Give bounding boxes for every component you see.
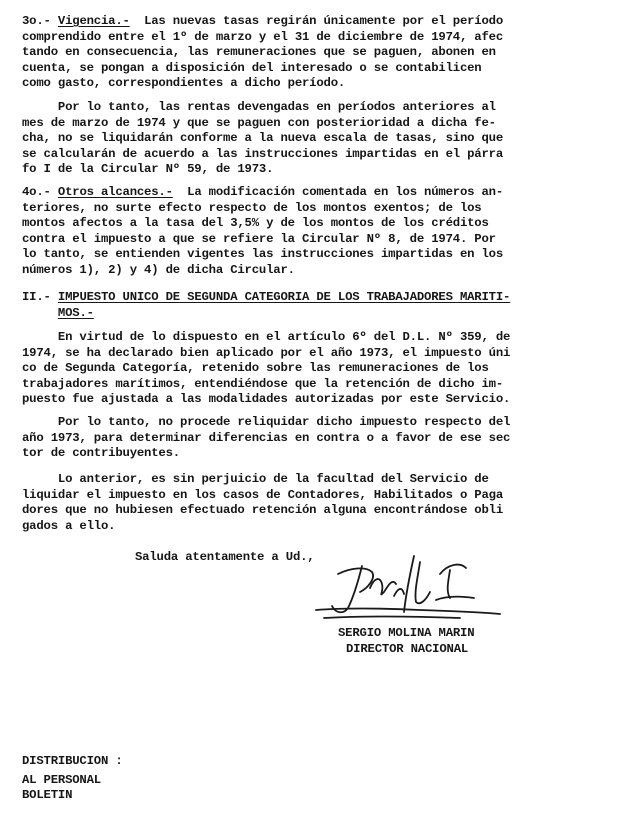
text-line: se calcularán de acuerdo a las instrucciones impartidas en el párra (22, 146, 504, 161)
text-line: gados a ello. (22, 518, 116, 533)
section-number: II.- (22, 290, 51, 304)
section-heading-continued: MOS.- (57, 305, 94, 320)
text-line: mes de marzo de 1974 y que se paguen con posterioridad a dicha fe- (22, 115, 496, 130)
text-line: comprendido entre el 1º de marzo y el 31 de diciembre de 1974, afec (22, 29, 504, 44)
section-heading: Otros alcances.- (57, 185, 173, 199)
text-line: año 1973, para determinar diferencias en contra o a favor de ese sec (22, 430, 511, 445)
signatory-block (338, 626, 474, 657)
section-ii-heading (22, 290, 614, 321)
distribution-heading: DISTRIBUCION : (22, 754, 123, 768)
text-line: Lo anterior, es sin perjuicio de la facultad del Servicio de (22, 472, 489, 486)
text-line: como gasto, correspondientes a dicho período. (22, 76, 346, 91)
signatory-title: DIRECTOR NACIONAL (346, 641, 469, 656)
closing-text: Saluda atentamente a Ud., (135, 550, 315, 564)
section-ii-paragraph-3 (22, 472, 614, 534)
text-line (22, 185, 614, 201)
section-3-vigencia (22, 14, 614, 92)
section-number: 3o.- (22, 14, 51, 28)
text-line: Por lo tanto, las rentas devengadas en períodos anteriores al (22, 100, 496, 114)
signatory-name: SERGIO MOLINA MARIN (338, 626, 475, 640)
text-line: cuenta, se pongan a disposición del interesado o se contabilicen (22, 60, 482, 75)
section-heading: IMPUESTO UNICO DE SEGUNDA CATEGORIA DE LOS TRABAJADORES MARITI- (57, 290, 511, 304)
text-line: liquidar el impuesto en los casos de Contadores, Habilitados o Paga (22, 487, 504, 502)
text-line: montos afectos a la tasa del 3,5% y de los montos de los créditos (22, 216, 489, 231)
text-line: lo tanto, se entienden vigentes las instrucciones impartidas en los (22, 247, 504, 262)
text-line: dores que no hubiesen efectuado retención alguna encontrándose obli (22, 503, 504, 518)
text-line: puesto fue ajustada a las modalidades autorizadas por este Servicio. (22, 392, 511, 407)
text-segment: La modificación comentada en los números an- (187, 185, 504, 199)
distribution-item: BOLETIN (22, 788, 73, 803)
section-ii-paragraph-2 (22, 415, 614, 462)
text-segment: Las nuevas tasas regirán únicamente por el período (144, 14, 504, 28)
text-line (22, 306, 614, 322)
text-line: co de Segunda Categoría, retenido sobre las remuneraciones de los (22, 361, 489, 376)
distribution-block (22, 754, 123, 804)
text-line: tor de contribuyentes. (22, 446, 180, 461)
text-line (22, 14, 614, 30)
text-line: contra el impuesto a que se refiere la Circular Nº 8, de 1974. Por (22, 231, 496, 246)
text-line: números 1), 2) y 4) de dicha Circular. (22, 262, 295, 277)
text-line: Por lo tanto, no procede reliquidar dicho impuesto respecto del (22, 415, 511, 429)
text-line: En virtud de lo dispuesto en el artículo 6º del D.L. Nº 359, de (22, 330, 511, 344)
section-heading: Vigencia.- (57, 14, 130, 28)
distribution-item: AL PERSONAL (22, 772, 101, 787)
section-4-otros-alcances (22, 185, 614, 279)
text-line: tando en consecuencia, las remuneraciones que se paguen, abonen en (22, 45, 496, 60)
handwritten-signature (310, 548, 510, 628)
text-line: trabajadores marítimos, entendiéndose que la retención de dicho im- (22, 376, 504, 391)
section-ii-paragraph-1 (22, 330, 614, 408)
text-line (22, 290, 614, 306)
section-3-paragraph-2 (22, 100, 614, 178)
text-line: teriores, no surte efecto respecto de los montos exentos; de los (22, 200, 482, 215)
text-line: cha, no se liquidarán conforme a la nueva escala de tasas, sino que (22, 131, 504, 146)
text-line: 1974, se ha declarado bien aplicado por el año 1973, el impuesto úni (22, 345, 511, 360)
section-number: 4o.- (22, 185, 51, 199)
text-line: fo I de la Circular Nº 59, de 1973. (22, 162, 274, 177)
